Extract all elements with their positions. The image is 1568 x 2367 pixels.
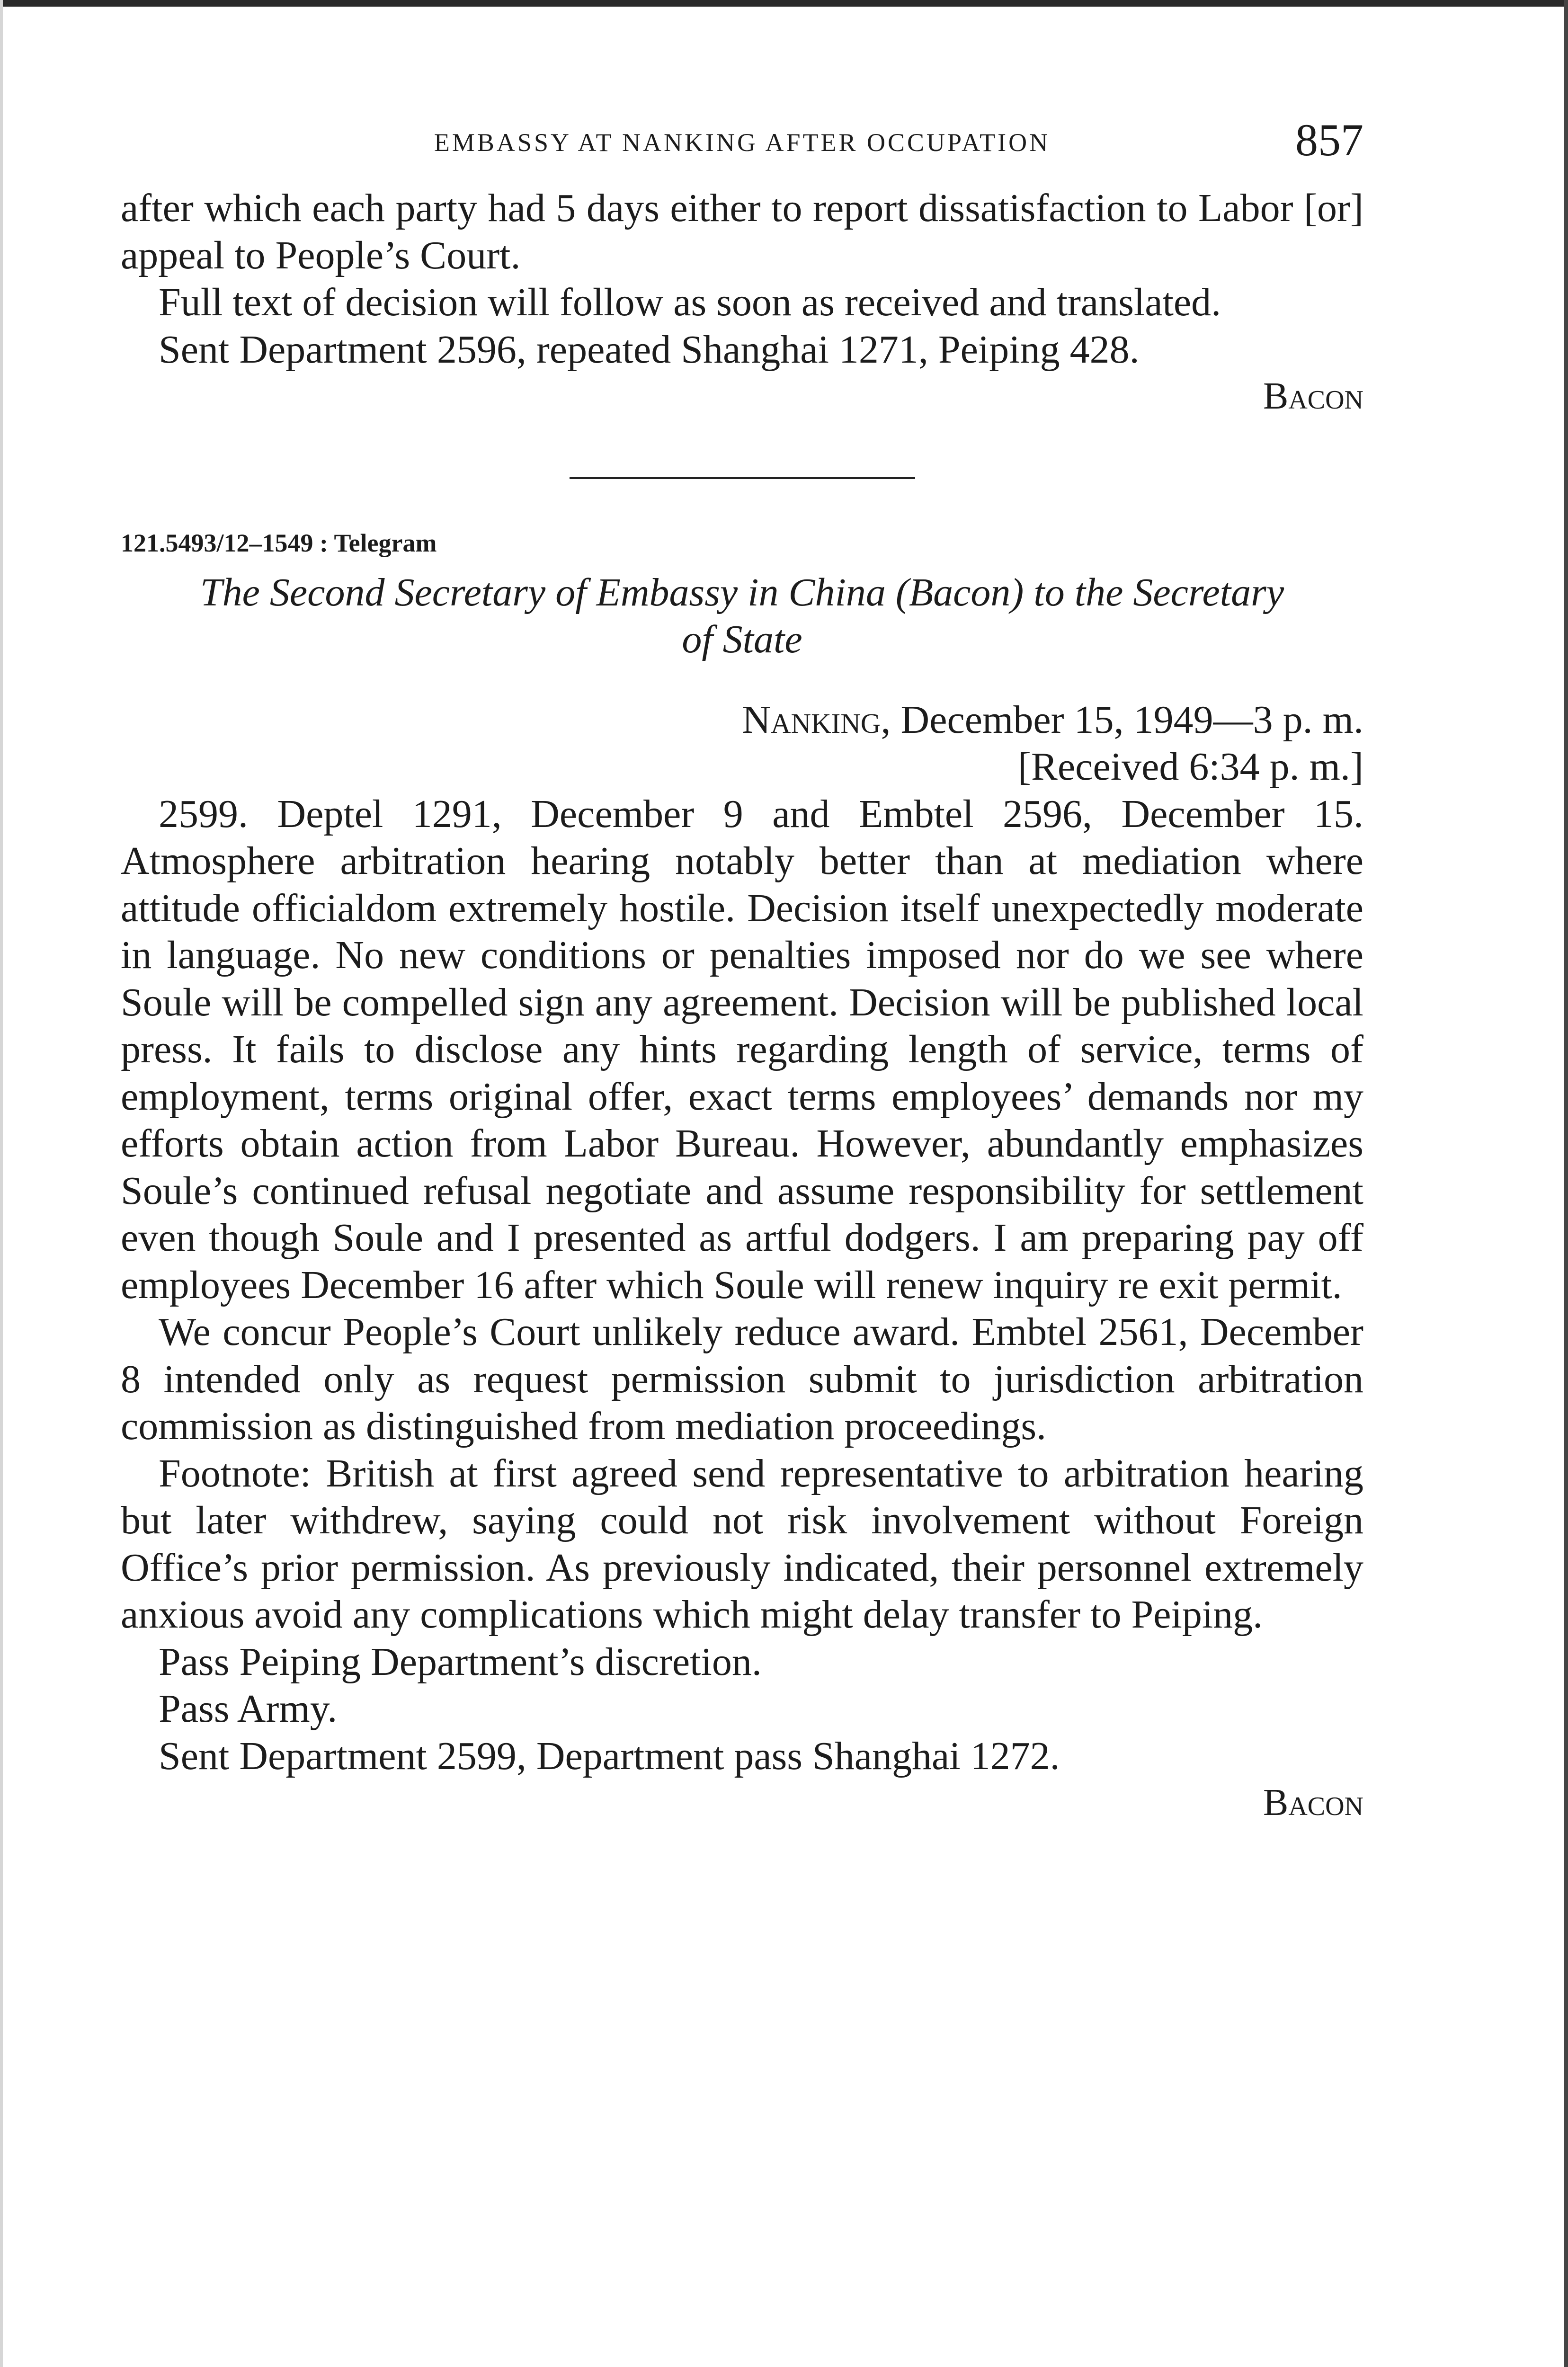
document-page [121,114,1363,1827]
continuation-paragraph: Sent Department 2596, repeated Shanghai 1271, Peiping 428. [159,327,1140,372]
continuation-paragraph: after which each party had 5 days either to report dissatisfaction to Labor [or] appeal to People’s Court. [121,186,1363,277]
scan-left-border [0,0,3,2367]
signature: Bacon [1263,1782,1363,1824]
continuation-paragraph: Full text of decision will follow as soon as received and translated. [159,280,1221,324]
body-paragraph: Pass Army. [159,1687,338,1731]
heading-line: The Second Secretary of Embassy in China (Bacon) to the Secretary [200,570,1284,614]
file-reference: 121.5493/12–1549 : Telegram [121,528,437,557]
body-paragraph: Pass Peiping Department’s discretion. [159,1639,762,1684]
received-note: [Received 6:34 p. m.] [1017,745,1363,789]
running-head-title: EMBASSY AT NANKING AFTER OCCUPATION [434,128,1051,157]
dateline [121,696,1363,744]
running-head [121,114,1363,185]
body-paragraph: We concur People’s Court unlikely reduce award. Embtel 2561, December 8 intended only as request permission submit to jurisdiction arbitration commission as distinguished from mediation proceedings. [121,1310,1363,1448]
body-paragraph: Sent Department 2599, Department pass Shanghai 1272. [159,1734,1060,1778]
scan-top-border [0,0,1568,7]
scan-right-border [1564,0,1568,2367]
document-heading [121,569,1363,663]
body-paragraph: 2599. Deptel 1291, December 9 and Embtel 2596, December 15. Atmosphere arbitration hearing notably better than at mediation where attitude officialdom extremely hostile. Decision itself unexpectedly moderate in language. No new conditions or penalties imposed nor do we see where Soule will be compelled sign any agreement. Decision will be published local press. It fails to disclose any hints regarding length of service, terms of employment, terms original offer, exact terms employees’ demands nor my efforts obtain action from Labor Bureau. However, abundantly emphasizes Soule’s continued refusal negotiate and assume responsibility for settlement even though Soule and I presented as artful dodgers. I am preparing pay off employees December 16 after which Soule will renew inquiry re exit permit. [121,792,1363,1307]
signature: Bacon [1263,375,1363,417]
body-paragraph: Footnote: British at first agreed send representative to arbitration hearing but later withdrew, saying could not risk involvement without Foreign Office’s prior permission. As previously indicated, their personnel extremely anxious avoid any complications which might delay transfer to Peiping. [121,1451,1363,1637]
heading-line: of State [682,617,802,661]
dateline-place: Nanking [742,697,881,742]
dateline-date: , December 15, 1949—3 p. m. [881,697,1363,742]
section-divider [570,477,915,479]
page-number: 857 [1295,115,1363,165]
